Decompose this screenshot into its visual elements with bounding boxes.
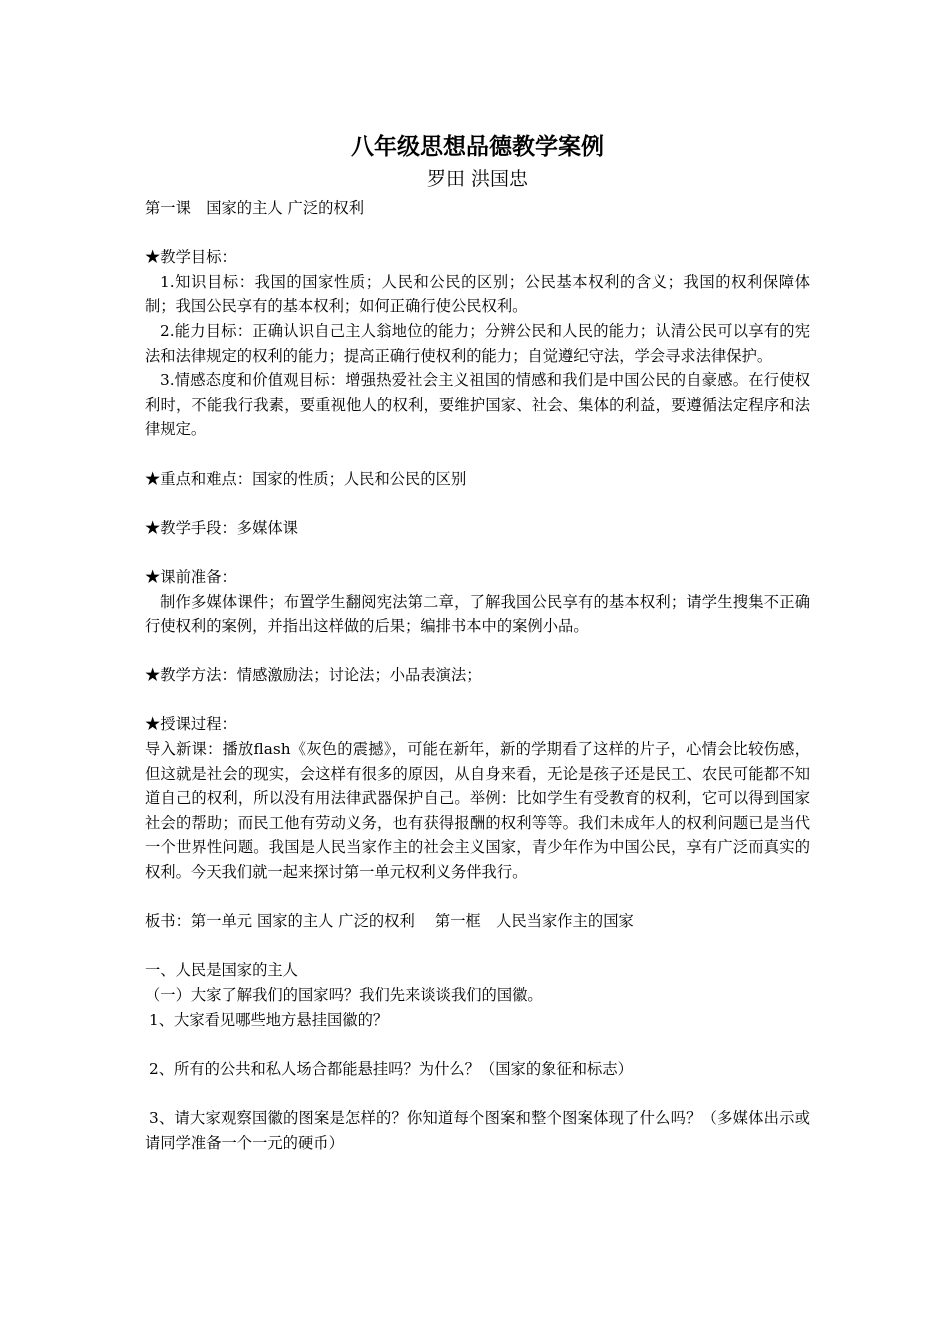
objective-emotion: 3.情感态度和价值观目标：增强热爱社会主义祖国的情感和我们是中国公民的自豪感。在行使权利时，不能我行我素，要重视他人的权利，要维护国家、社会、集体的利益，要遵循法定程序和法律规定。 — [145, 371, 810, 439]
document-page — [145, 130, 810, 1155]
question-2: 2、所有的公共和私人场合都能悬挂吗？为什么？（国家的象征和标志） — [149, 1059, 633, 1078]
document-author: 罗田 洪国忠 — [426, 168, 529, 190]
key-points: ★重点和难点：国家的性质；人民和公民的区别 — [145, 469, 467, 488]
question-1: 1、大家看见哪些地方悬挂国徽的？ — [149, 1010, 389, 1029]
section-heading: 一、人民是国家的主人 — [145, 961, 298, 980]
spacer — [145, 1032, 810, 1057]
spacer — [145, 540, 810, 565]
spacer — [145, 442, 810, 467]
board-text: 板书：第一单元 国家的主人 广泛的权利 第一框 人民当家作主的国家 — [145, 912, 634, 931]
preparation-heading: ★课前准备： — [145, 567, 237, 586]
intro-text: 导入新课：播放flash《灰色的震撼》，可能在新年，新的学期看了这样的片子，心情会比较伤感，但这就是社会的现实，会这样有很多的原因，从自身来看，无论是孩子还是民工、农民可能都不知道自己的权利，所以没有用法律武器保护自己。举例：比如学生有受教育的权利，它可以得到国家社会的帮助；而民工他有劳动义务，也有获得报酬的权利等等。我们未成年人的权利问题已是当代一个世界性问题。我国是人民当家作主的社会主义国家，青少年作为中国公民，享有广泛而真实的权利。今天我们就一起来探讨第一单元权利义务伴我行。 — [145, 740, 810, 882]
subsection-heading: （一）大家了解我们的国家吗？我们先来谈谈我们的国徽。 — [145, 986, 543, 1004]
objective-ability: 2.能力目标：正确认识自己主人翁地位的能力；分辨公民和人民的能力；认清公民可以享有的宪法和法律规定的权利的能力；提高正确行使权利的能力；自觉遵纪守法，学会寻求法律保护。 — [145, 321, 810, 365]
spacer — [145, 885, 810, 910]
spacer — [145, 221, 810, 246]
spacer — [145, 491, 810, 516]
question-3: 3、请大家观察国徽的图案是怎样的？你知道每个图案和整个图案体现了什么吗？（多媒体出示或请同学准备一个一元的硬币） — [145, 1108, 810, 1152]
lesson-title: 第一课 国家的主人 广泛的权利 — [145, 199, 365, 217]
spacer — [145, 1081, 810, 1106]
spacer — [145, 688, 810, 713]
teaching-means: ★教学手段：多媒体课 — [145, 518, 298, 537]
document-title: 八年级思想品德教学案例 — [351, 134, 604, 160]
spacer — [145, 639, 810, 664]
preparation-text: 制作多媒体课件；布置学生翻阅宪法第二章，了解我国公民享有的基本权利；请学生搜集不正确行使权利的案例，并指出这样做的后果；编排书本中的案例小品。 — [145, 592, 810, 636]
objective-knowledge: 1.知识目标：我国的国家性质；人民和公民的区别；公民基本权利的含义；我国的权利保障体制；我国公民享有的基本权利；如何正确行使公民权利。 — [145, 272, 810, 316]
objectives-heading: ★教学目标： — [145, 248, 237, 267]
process-heading: ★授课过程： — [145, 715, 237, 734]
teaching-methods: ★教学方法：情感激励法；讨论法；小品表演法； — [145, 666, 482, 685]
spacer — [145, 934, 810, 959]
